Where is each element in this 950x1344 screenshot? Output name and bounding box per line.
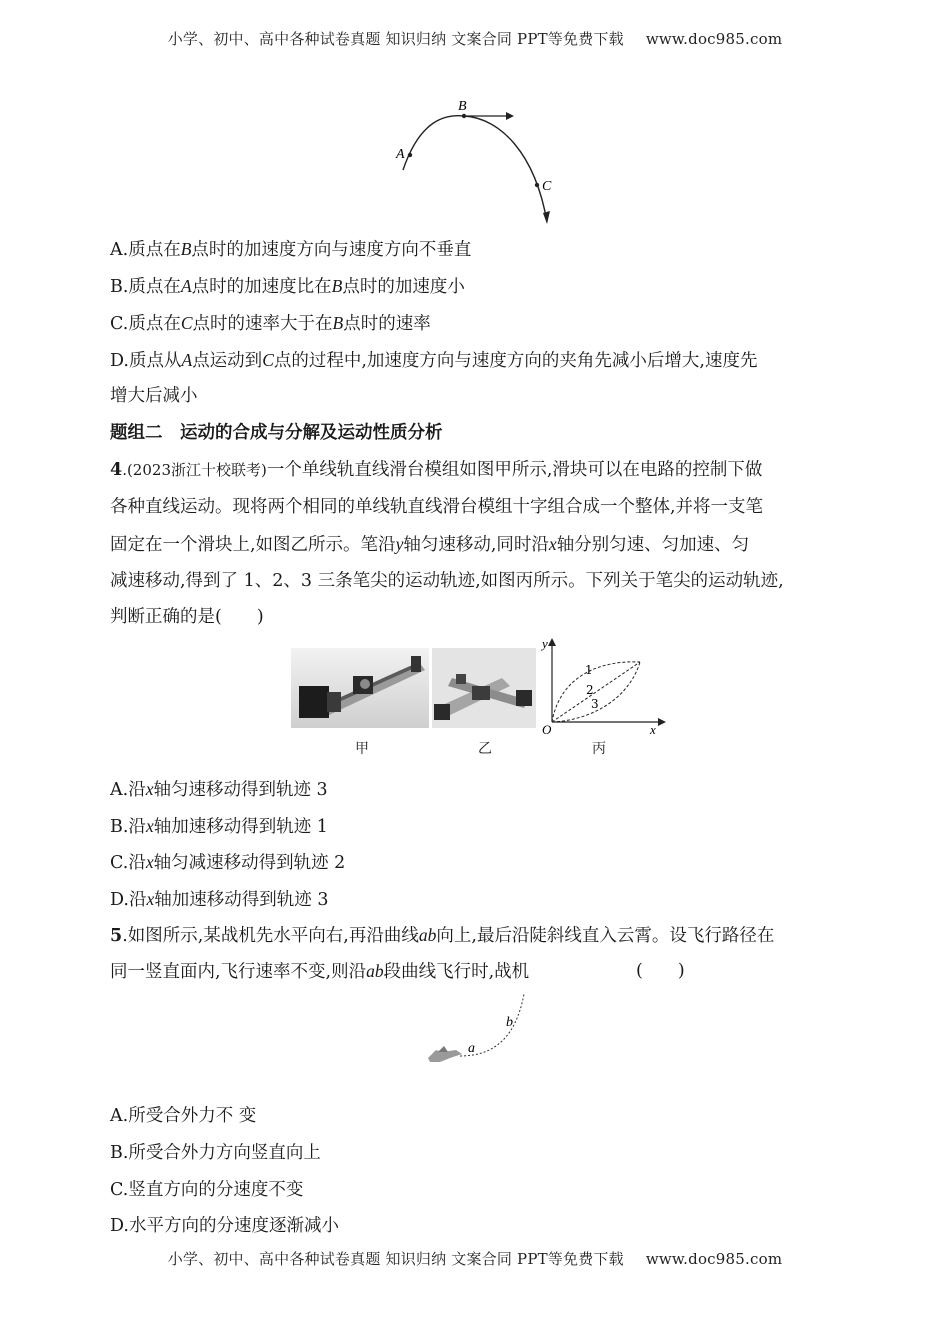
caption-bing: 丙 xyxy=(592,741,606,757)
label-c: C xyxy=(542,179,552,194)
q5-option-a: A.所受合外力不 变 xyxy=(110,1106,257,1126)
curve-3-label: 3 xyxy=(591,697,599,711)
q3-option-a: A.质点在B点时的加速度方向与速度方向不垂直 xyxy=(110,239,472,260)
label-b-point: b xyxy=(506,1015,513,1030)
q5-line-2: 同一竖直面内,飞行速率不变,则沿ab段曲线飞行时,战机 ( ) xyxy=(110,961,685,982)
curve-2-label: 2 xyxy=(586,683,594,697)
q5-line-1: 5.如图所示,某战机先水平向右,再沿曲线ab向上,最后沿陡斜线直入云霄。设飞行路径在 xyxy=(110,925,775,946)
cross-module-photo xyxy=(432,648,536,728)
q5-option-d: D.水平方向的分速度逐渐减小 xyxy=(110,1216,339,1236)
graph-y-label: y xyxy=(542,636,548,651)
caption-yi: 乙 xyxy=(478,741,492,757)
graph-x-label: x xyxy=(650,722,656,736)
banner-text: 小学、初中、高中各种试卷真题 知识归纳 文案合同 PPT等免费下载 xyxy=(167,30,624,48)
q4-option-d: D.沿x轴加速移动得到轨迹 3 xyxy=(110,889,329,910)
footer-site-link[interactable]: www.doc985.com xyxy=(645,1250,783,1268)
q4-line-5: 判断正确的是( ) xyxy=(110,607,264,627)
q4-line-1: 4.(2023浙江十校联考)一个单线轨直线滑台模组如图甲所示,滑块可以在电路的控制下做 xyxy=(110,460,763,480)
footer-banner xyxy=(0,1248,950,1269)
trajectory-figure xyxy=(390,98,560,226)
q3-option-c: C.质点在C点时的速率大于在B点时的速率 xyxy=(110,313,431,334)
q4-option-b: B.沿x轴加速移动得到轨迹 1 xyxy=(110,816,328,837)
q4-line-4: 减速移动,得到了 1、2、3 三条笔尖的运动轨迹,如图丙所示。下列关于笔尖的运动轨迹, xyxy=(110,571,784,591)
footer-banner-text: 小学、初中、高中各种试卷真题 知识归纳 文案合同 PPT等免费下载 xyxy=(167,1250,624,1268)
q4-option-a: A.沿x轴匀速移动得到轨迹 3 xyxy=(110,779,328,800)
label-a: A xyxy=(396,147,405,162)
q4-option-c: C.沿x轴匀减速移动得到轨迹 2 xyxy=(110,852,346,873)
trajectory-graph xyxy=(540,636,670,736)
q3-option-b: B.质点在A点时的加速度比在B点时的加速度小 xyxy=(110,276,465,297)
fighter-jet-figure xyxy=(420,992,540,1066)
q4-line-3: 固定在一个滑块上,如图乙所示。笔沿y轴匀速移动,同时沿x轴分别匀速、匀加速、匀 xyxy=(110,534,750,555)
graph-origin-label: O xyxy=(542,722,552,736)
curve-1-label: 1 xyxy=(585,663,593,677)
label-b: B xyxy=(458,99,467,114)
header-banner xyxy=(0,28,950,49)
q3-option-d-cont: 增大后减小 xyxy=(110,386,198,406)
q4-line-2: 各种直线运动。现将两个相同的单线轨直线滑台模组十字组合成一个整体,并将一支笔 xyxy=(110,497,764,517)
q5-option-c: C.竖直方向的分速度不变 xyxy=(110,1180,304,1200)
q3-option-d: D.质点从A点运动到C点的过程中,加速度方向与速度方向的夹角先减小后增大,速度先 xyxy=(110,350,758,371)
slide-module-photo xyxy=(291,648,429,728)
section-heading: 题组二 运动的合成与分解及运动性质分析 xyxy=(110,423,443,443)
label-a-point: a xyxy=(468,1041,475,1056)
banner-site-link[interactable]: www.doc985.com xyxy=(645,30,783,48)
caption-jia: 甲 xyxy=(355,741,369,757)
q5-option-b: B.所受合外力方向竖直向上 xyxy=(110,1143,321,1163)
